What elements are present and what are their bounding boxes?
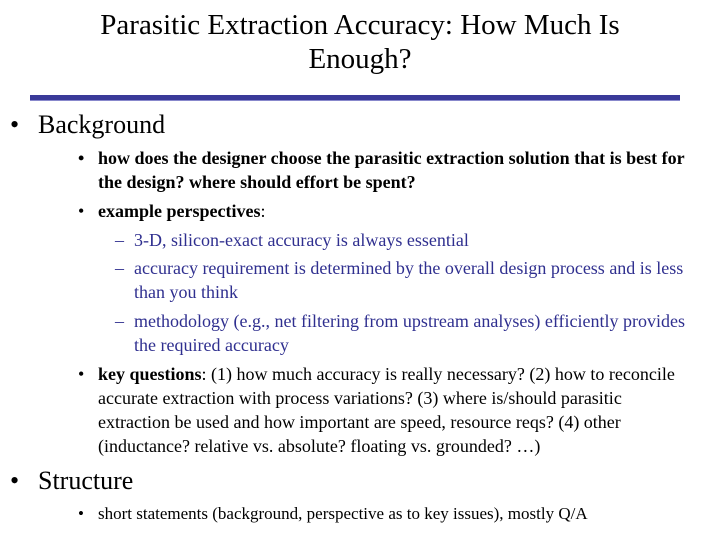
dash-icon: –: [115, 311, 124, 331]
item-text: how does the designer choose the parasitic extraction solution that is best for the design? where should effort be spent?: [98, 148, 685, 192]
bullet-icon: •: [10, 466, 20, 495]
bullet-icon: •: [10, 110, 20, 139]
item-text: : (1) how much accuracy is really necessary? (2) how to reconcile accurate extraction with process variations? (3) where is/should parasitic extraction be used and how important are speed, resource reqs? (4) other (inductance? relative vs. absolute? floating vs. grounded? …): [98, 364, 675, 456]
background-item-key-questions: [78, 362, 698, 458]
section-structure-label: Structure: [38, 466, 134, 495]
bullet-icon: •: [78, 201, 85, 221]
item-text: short statements (background, perspective as to key issues), mostly Q/A: [98, 504, 588, 523]
item-text: methodology (e.g., net filtering from upstream analyses) efficiently provides the required accuracy: [134, 311, 686, 355]
bullet-icon: •: [78, 364, 85, 384]
item-text: :: [260, 201, 266, 221]
section-background-label: Background: [38, 110, 166, 139]
title-line-1: Parasitic Extraction Accuracy: How Much Is: [100, 9, 620, 41]
dash-icon: –: [115, 258, 124, 278]
item-text: accuracy requirement is determined by the overall design process and is less than you think: [134, 258, 684, 302]
dash-icon: –: [115, 230, 124, 250]
perspective-item-methodology: [115, 309, 700, 357]
title-line-2: Enough?: [308, 43, 412, 75]
item-label: example perspectives: [98, 201, 261, 221]
perspective-item-design-process: [115, 256, 700, 304]
slide-title: [40, 8, 680, 76]
background-item-perspectives: [78, 199, 698, 223]
item-text: 3-D, silicon-exact accuracy is always essential: [134, 230, 469, 250]
item-label: key questions: [98, 364, 202, 384]
bullet-icon: •: [78, 148, 85, 168]
perspective-item-3d-accuracy: [115, 228, 700, 252]
background-item-designer-choice: [78, 146, 698, 194]
title-divider: [30, 95, 680, 101]
structure-item-statements: [78, 502, 698, 526]
bullet-icon: •: [78, 504, 84, 523]
